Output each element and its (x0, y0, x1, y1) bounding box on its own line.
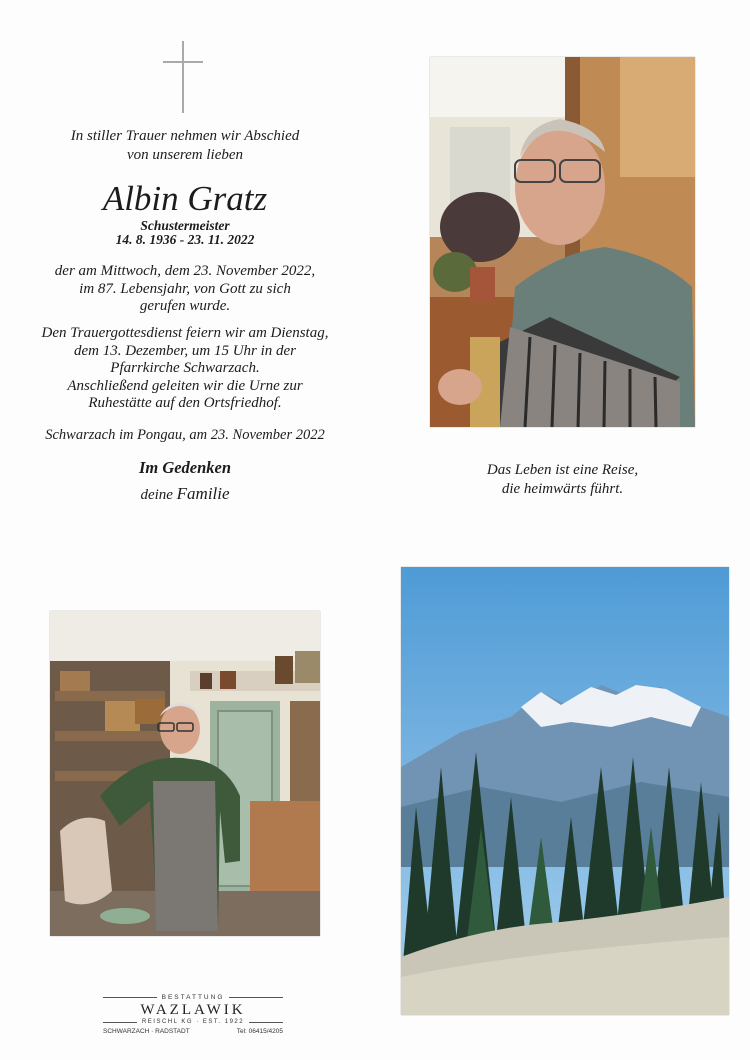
portrait-photo (430, 57, 695, 427)
deceased-name: Albin Gratz (102, 179, 268, 218)
death-notice-paragraph (20, 263, 350, 316)
paragraph-line: Pfarrkirche Schwarzach. (110, 360, 260, 376)
logo-top-text: BESTATTUNG (161, 994, 225, 1001)
quote-line: Das Leben ist eine Reise, (486, 462, 639, 478)
logo-divider (249, 1022, 283, 1023)
family-signature (20, 484, 350, 504)
logo-address: SCHWARZACH · RADSTADT (103, 1028, 190, 1035)
logo-phone: Tel: 06415/4205 (236, 1028, 283, 1035)
place-date: Schwarzach im Pongau, am 23. November 2022 (45, 427, 325, 443)
cross-icon (163, 41, 203, 113)
paragraph-line: Den Trauergottesdienst feiern wir am Dienstag, (41, 325, 329, 341)
family-prefix: deine (140, 487, 173, 503)
intro-line: In stiller Trauer nehmen wir Abschied (70, 128, 300, 144)
funeral-home-logo (103, 994, 283, 1035)
family-name: Familie (176, 484, 230, 503)
paragraph-line: dem 13. Dezember, um 15 Uhr in der (73, 342, 297, 359)
logo-divider (229, 997, 283, 998)
service-paragraph (20, 325, 350, 413)
life-dates: 14. 8. 1936 - 23. 11. 2022 (115, 232, 255, 247)
logo-name: WAZLAWIK (140, 1002, 246, 1018)
intro-line: von unserem lieben (126, 147, 244, 163)
paragraph-line: im 87. Lebensjahr, von Gott zu sich (79, 280, 291, 297)
profession: Schustermeister (140, 218, 230, 233)
logo-divider (103, 997, 157, 998)
logo-divider (103, 1022, 137, 1023)
memory-heading: Im Gedenken (138, 458, 232, 477)
quote-line: die heimwärts führt. (501, 481, 624, 497)
workshop-photo (50, 611, 320, 936)
paragraph-line: gerufen wurde. (139, 298, 231, 314)
quote (430, 461, 695, 499)
paragraph-line: Ruhestätte auf den Ortsfriedhof. (88, 395, 282, 411)
logo-sub-text: REISCHL KG · EST. 1922 (141, 1019, 245, 1025)
paragraph-line: Anschließend geleiten wir die Urne zur (67, 377, 303, 394)
intro-text (20, 127, 350, 165)
mountain-landscape-photo (401, 567, 729, 1015)
paragraph-line: der am Mittwoch, dem 23. November 2022, (54, 263, 316, 279)
